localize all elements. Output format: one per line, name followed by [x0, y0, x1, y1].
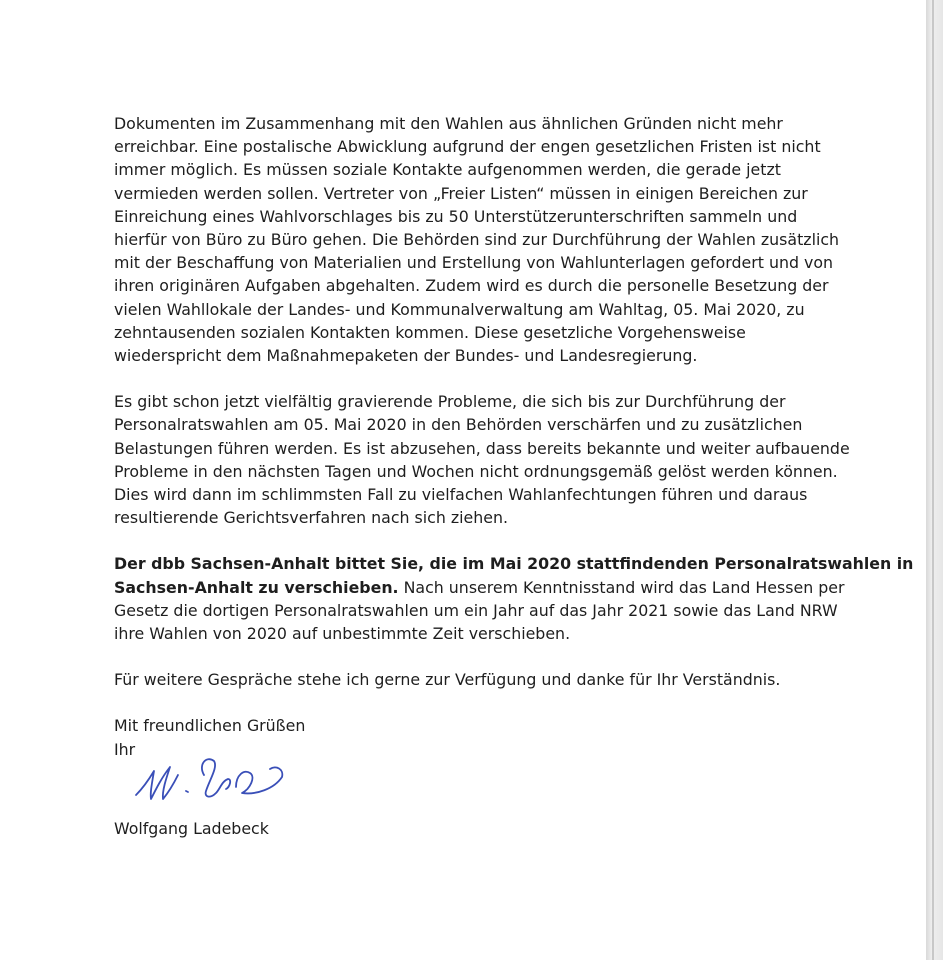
- paragraph-line: Dokumenten im Zusammenhang mit den Wahlen aus ähnlichen Gründen nicht mehr: [114, 114, 783, 133]
- paragraph-line: zehntausenden sozialen Kontakten kommen. Diese gesetzliche Vorgehensweise: [114, 322, 746, 342]
- paragraph-line: vermieden werden sollen. Vertreter von „Freier Listen“ müssen in einigen Bereichen zur: [114, 183, 808, 203]
- paragraph-line: mit der Beschaffung von Materialien und Erstellung von Wahlunterlagen gefordert und von: [114, 253, 834, 273]
- signer-name: Wolfgang Ladebeck: [114, 818, 269, 838]
- paragraph-line: wiederspricht dem Maßnahmepaketen der Bundes- und Landesregierung.: [114, 346, 698, 366]
- paragraph-line: immer möglich. Es müssen soziale Kontakte aufgenommen werden, die gerade jetzt: [114, 160, 781, 180]
- paragraph-line: resultierende Gerichtsverfahren nach sich ziehen.: [114, 508, 509, 528]
- paragraph-line: hierfür von Büro zu Büro gehen. Die Behörden sind zur Durchführung der Wahlen zusätzlich: [114, 230, 840, 250]
- request-line-mixed: [114, 576, 845, 599]
- paragraph-line: Belastungen führen werden. Es ist abzusehen, dass bereits bekannte und weiter aufbauende: [114, 438, 850, 458]
- letter-body: [114, 112, 914, 840]
- request-line-bold: Der dbb Sachsen-Anhalt bittet Sie, die im Mai 2020 stattfindenden Personalratswahlen in: [114, 554, 914, 574]
- paragraph-line: Personalratswahlen am 05. Mai 2020 in den Behörden verschärfen und zu zusätzlichen: [114, 415, 803, 435]
- paragraph-line: Einreichung eines Wahlvorschlages bis zu 50 Unterstützerunterschriften sammeln und: [114, 206, 798, 226]
- closing-greeting: Mit freundlichen Grüßen: [114, 716, 306, 736]
- paragraph-line: Für weitere Gespräche stehe ich gerne zur Verfügung und danke für Ihr Verständnis.: [114, 670, 781, 690]
- paragraph-line: Gesetz die dortigen Personalratswahlen um ein Jahr auf das Jahr 2021 sowie das Land NRW: [114, 600, 838, 620]
- paragraph-line: erreichbar. Eine postalische Abwicklung aufgrund der engen gesetzlichen Fristen ist nicht: [114, 137, 821, 157]
- paragraph-line: ihre Wahlen von 2020 auf unbestimmte Zeit verschieben.: [114, 624, 571, 644]
- request-bold-text: Sachsen-Anhalt zu verschieben.: [114, 577, 399, 597]
- page-edge-shadow: [926, 0, 943, 960]
- closing-ihr: Ihr: [114, 739, 136, 759]
- paragraph-4: [114, 668, 834, 691]
- paragraph-1: [114, 112, 840, 367]
- paragraph-line: Dies wird dann im schlimmsten Fall zu vielfachen Wahlanfechtungen führen und daraus: [114, 485, 808, 505]
- paragraph-2: [114, 390, 850, 529]
- handwritten-signature: [132, 753, 322, 815]
- paragraph-3-request: [114, 552, 914, 645]
- paragraph-line: vielen Wahllokale der Landes- und Kommunalverwaltung am Wahltag, 05. Mai 2020, zu: [114, 299, 805, 319]
- paragraph-line: Es gibt schon jetzt vielfältig gravierende Probleme, die sich bis zur Durchführung der: [114, 392, 786, 412]
- paragraph-line: Probleme in den nächsten Tagen und Wochen nicht ordnungsgemäß gelöst werden können.: [114, 461, 838, 481]
- closing-block: [114, 714, 834, 840]
- request-normal-text: Nach unserem Kenntnisstand wird das Land Hessen per: [398, 577, 845, 597]
- paragraph-line: ihren originären Aufgaben abgehalten. Zudem wird es durch die personelle Besetzung der: [114, 276, 829, 296]
